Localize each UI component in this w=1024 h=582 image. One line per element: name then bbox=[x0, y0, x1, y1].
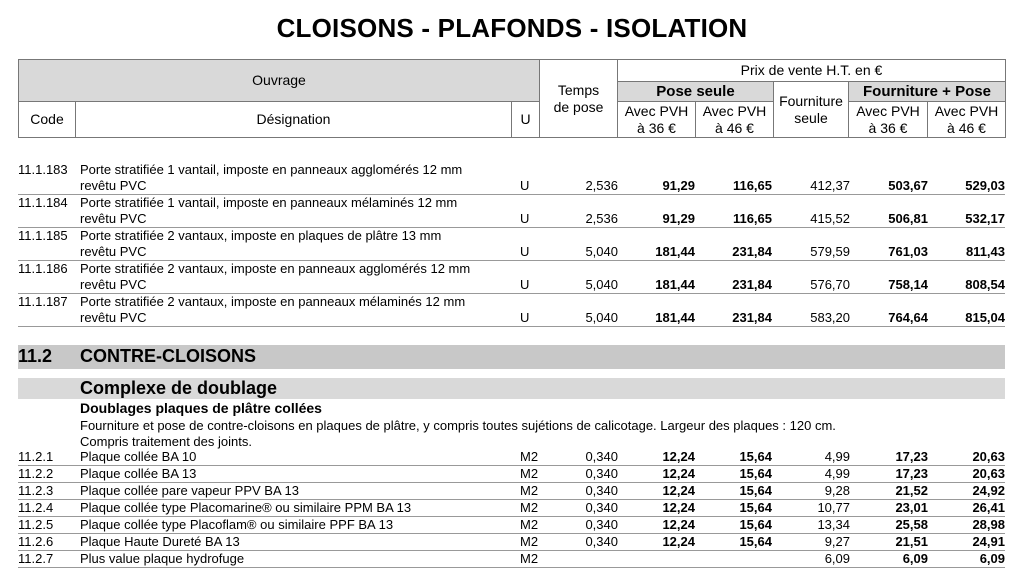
section-header bbox=[18, 345, 1005, 369]
table-row: 11.2.2 Plaque collée BA 13 M2 0,340 12,24 15,64 4,99 17,23 20,63 bbox=[18, 466, 1005, 481]
table-row: 11.1.187 Porte stratifiée 2 vantaux, imposte en panneaux mélaminés 12 mm revêtu PVC U 5,040 181,44 231,84 583,20 764,64 815,04 bbox=[18, 294, 1005, 325]
header-fp-36: Avec PVH à 36 € bbox=[848, 101, 928, 138]
section-number: 11.2 bbox=[18, 346, 53, 366]
description: Fourniture et pose de contre-cloisons en plaques de plâtre, y compris toutes sujétions de calicotage. Largeur des plaques : 120 cm. Compris traitement des joints. bbox=[80, 418, 836, 449]
table-row: 11.1.183 Porte stratifiée 1 vantail, imposte en panneaux agglomérés 12 mm revêtu PVC U 2,536 91,29 116,65 412,37 503,67 529,03 bbox=[18, 162, 1005, 193]
subsection-header bbox=[18, 378, 1005, 399]
header-fp-46: Avec PVH à 46 € bbox=[927, 101, 1006, 138]
table-row: 11.2.1 Plaque collée BA 10 M2 0,340 12,24 15,64 4,99 17,23 20,63 bbox=[18, 449, 1005, 464]
header-designation: Désignation bbox=[75, 101, 512, 138]
table-row: 11.2.5 Plaque collée type Placoflam® ou similaire PPF BA 13 M2 0,340 12,24 15,64 13,34 25,58 28,98 bbox=[18, 517, 1005, 532]
header-fourniture-pose: Fourniture + Pose bbox=[848, 81, 1006, 102]
header-ouvrage: Ouvrage bbox=[18, 59, 540, 102]
table-row: 11.1.184 Porte stratifiée 1 vantail, imposte en panneaux mélaminés 12 mm revêtu PVC U 2,536 91,29 116,65 415,52 506,81 532,17 bbox=[18, 195, 1005, 226]
table-row: 11.2.4 Plaque collée type Placomarine® ou similaire PPM BA 13 M2 0,340 12,24 15,64 10,77 23,01 26,41 bbox=[18, 500, 1005, 515]
table-row: 11.2.7 Plus value plaque hydrofuge M2 6,09 6,09 6,09 bbox=[18, 551, 1005, 566]
header-fourniture-seule: Fourniture seule bbox=[773, 81, 849, 138]
header-temps: Temps de pose bbox=[539, 59, 618, 138]
header-prix: Prix de vente H.T. en € bbox=[617, 59, 1006, 82]
table-row: 11.1.185 Porte stratifiée 2 vantaux, imposte en plaques de plâtre 13 mm revêtu PVC U 5,040 181,44 231,84 579,59 761,03 811,43 bbox=[18, 228, 1005, 259]
header-pose-46: Avec PVH à 46 € bbox=[695, 101, 774, 138]
page-title: CLOISONS - PLAFONDS - ISOLATION bbox=[276, 13, 748, 43]
section-title: CONTRE-CLOISONS bbox=[80, 346, 257, 366]
header-code: Code bbox=[18, 101, 76, 138]
table-row: 11.2.6 Plaque Haute Dureté BA 13 M2 0,340 12,24 15,64 9,27 21,51 24,91 bbox=[18, 534, 1005, 549]
header-pose-seule: Pose seule bbox=[617, 81, 774, 102]
header-unit: U bbox=[511, 101, 540, 138]
table-row: 11.2.3 Plaque collée pare vapeur PPV BA 13 M2 0,340 12,24 15,64 9,28 21,52 24,92 bbox=[18, 483, 1005, 498]
table-row: 11.1.186 Porte stratifiée 2 vantaux, imposte en panneaux agglomérés 12 mm revêtu PVC U 5,040 181,44 231,84 576,70 758,14 808,54 bbox=[18, 261, 1005, 292]
header-pose-36: Avec PVH à 36 € bbox=[617, 101, 696, 138]
subsubsection-title: Doublages plaques de plâtre collées bbox=[80, 400, 322, 416]
subsection-title: Complexe de doublage bbox=[80, 378, 278, 398]
